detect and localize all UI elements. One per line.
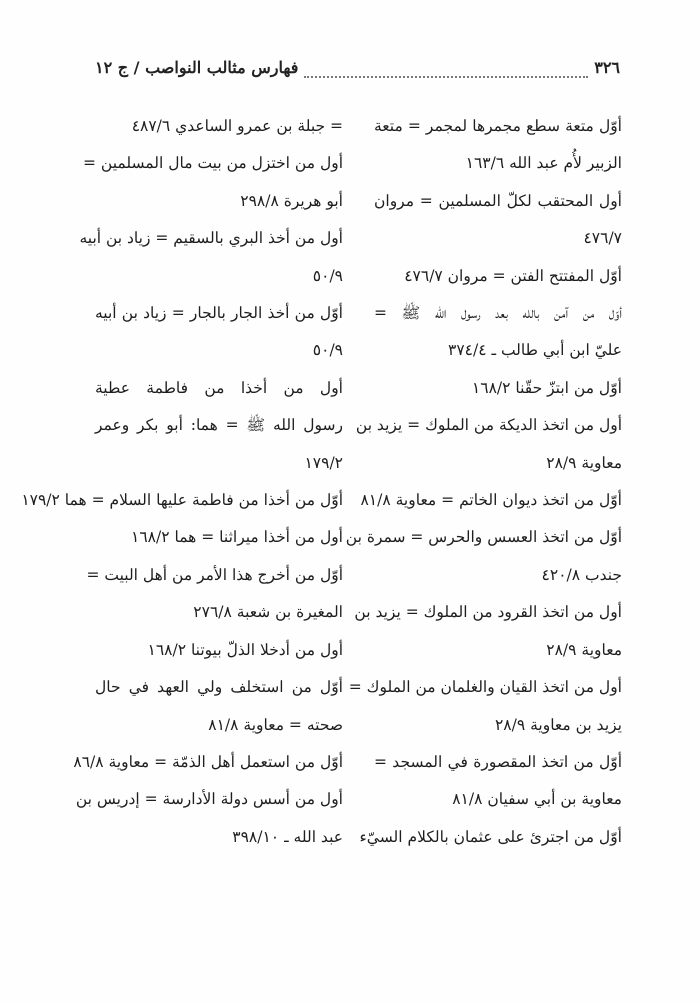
index-entry <box>86 557 343 632</box>
entry-line: أوّل من اجترئ على عثمان بالكلام السيّء <box>359 827 622 846</box>
entry-line: أوّل من أخذ الجار بالجار = زياد بن أبيه <box>95 304 343 323</box>
page-number: ٣٢٦ <box>594 58 620 77</box>
running-title: فهارس مثالب النواصب / ج ١٢ <box>95 58 299 77</box>
entry-line: الزبير لأُم عبد الله ١٦٣/٦ <box>465 154 622 173</box>
entry-line: عليّ ابن أبي طالب ـ ٣٧٤/٤ <box>448 341 622 360</box>
index-entry <box>374 258 622 295</box>
entry-line: معاوية بن أبي سفيان ٨١/٨ <box>452 790 622 809</box>
index-entry <box>345 519 622 594</box>
entry-line: ٤٧٦/٧ <box>583 229 622 248</box>
index-entry <box>95 295 343 370</box>
entry-line: أول من أدخلا الذلّ بيوتنا ١٦٨/٢ <box>147 640 343 659</box>
index-entry <box>360 482 622 519</box>
left-column <box>21 108 343 856</box>
entry-line: أول المحتقب لكلّ المسلمين = مروان <box>374 191 622 210</box>
entry-line: يزيد بن معاوية ٢٨/٩ <box>494 715 622 734</box>
entry-line: أول من اتخذ القيان والغلمان من الملوك = <box>348 678 622 697</box>
entry-line: ٥٠/٩ <box>312 266 343 285</box>
index-entry <box>95 519 343 556</box>
entry-line: أوّل من ابتزّ حقّنا ١٦٨/٢ <box>471 378 622 397</box>
index-entry <box>374 108 622 183</box>
index-entry <box>359 819 622 856</box>
entry-line: أول من اتخذ الديكة من الملوك = يزيد بن <box>355 416 622 435</box>
entry-line: أوّل متعة سطع مجمرها لمجمر = متعة <box>374 117 622 135</box>
entry-line: أوّل من اتخذ ديوان الخاتم = معاوية ٨١/٨ <box>360 491 622 510</box>
index-entry <box>79 220 343 295</box>
entry-line: أوّل من اتخذ العسس والحرس = سمرة بن <box>345 528 622 547</box>
entry-line: أوّل من استخلف ولي العهد في حال <box>95 678 343 697</box>
index-entry <box>83 145 343 220</box>
entry-line: صحته = معاوية ٨١/٨ <box>208 715 343 734</box>
index-entry <box>95 108 343 145</box>
entry-line: أول من أخذا ميراثنا = هما ١٦٨/٢ <box>131 528 343 547</box>
index-entry <box>75 781 343 856</box>
entry-line: أبو هريرة ٢٩٨/٨ <box>240 191 343 210</box>
index-entry <box>95 632 343 669</box>
entry-line: أول من أخذا من فاطمة عطية <box>95 378 343 397</box>
index-columns <box>21 108 622 856</box>
entry-line: أول من اتخذ القرود من الملوك = يزيد بن <box>354 603 622 622</box>
index-entry <box>355 407 622 482</box>
entry-line: جندب ٤٢٠/٨ <box>541 565 622 584</box>
index-entry <box>374 744 622 819</box>
index-entry <box>95 370 343 482</box>
index-entry <box>21 482 343 519</box>
entry-line: عبد الله ـ ٣٩٨/١٠ <box>232 827 343 846</box>
index-entry <box>354 594 622 669</box>
entry-line: أول من اختزل من بيت مال المسلمين = <box>83 154 343 173</box>
entry-line: ١٧٩/٢ <box>304 453 343 472</box>
entry-line: أوّل من آمن بالله بعد رسول الله ﷺ = <box>374 304 622 323</box>
entry-line: أوّل المفتتح الفتن = مروان ٤٧٦/٧ <box>404 266 622 285</box>
page-header <box>95 58 620 86</box>
index-entry <box>374 370 622 407</box>
index-entry <box>348 669 622 744</box>
entry-line: أوّل من اتخذ المقصورة في المسجد = <box>374 752 622 771</box>
entry-line: أوّل من أخرج هذا الأمر من أهل البيت = <box>86 565 343 584</box>
entry-line: رسول الله ﷺ = هما: أبو بكر وعمر <box>95 416 343 435</box>
entry-line: معاوية ٢٨/٩ <box>546 453 622 472</box>
index-entry <box>374 295 622 370</box>
entry-line: ٥٠/٩ <box>312 341 343 360</box>
entry-line: أول من أخذ البري بالسقيم = زياد بن أبيه <box>79 229 343 248</box>
entry-line: = جبلة بن عمرو الساعدي ٤٨٧/٦ <box>131 117 343 135</box>
index-entry <box>95 669 343 744</box>
entry-line: المغيرة بن شعبة ٢٧٦/٨ <box>193 603 343 622</box>
entry-line: أوّل من أخذا من فاطمة عليها السلام = هما ١٧٩/٢ <box>21 491 343 510</box>
right-column <box>345 108 622 856</box>
index-entry <box>73 744 343 781</box>
entry-line: أوّل من استعمل أهل الذمّة = معاوية ٨٦/٨ <box>73 752 343 771</box>
entry-line: معاوية ٢٨/٩ <box>546 640 622 659</box>
index-entry <box>374 183 622 258</box>
entry-line: أول من أسس دولة الأدارسة = إدريس بن <box>75 790 343 809</box>
dotted-leader <box>304 66 588 78</box>
